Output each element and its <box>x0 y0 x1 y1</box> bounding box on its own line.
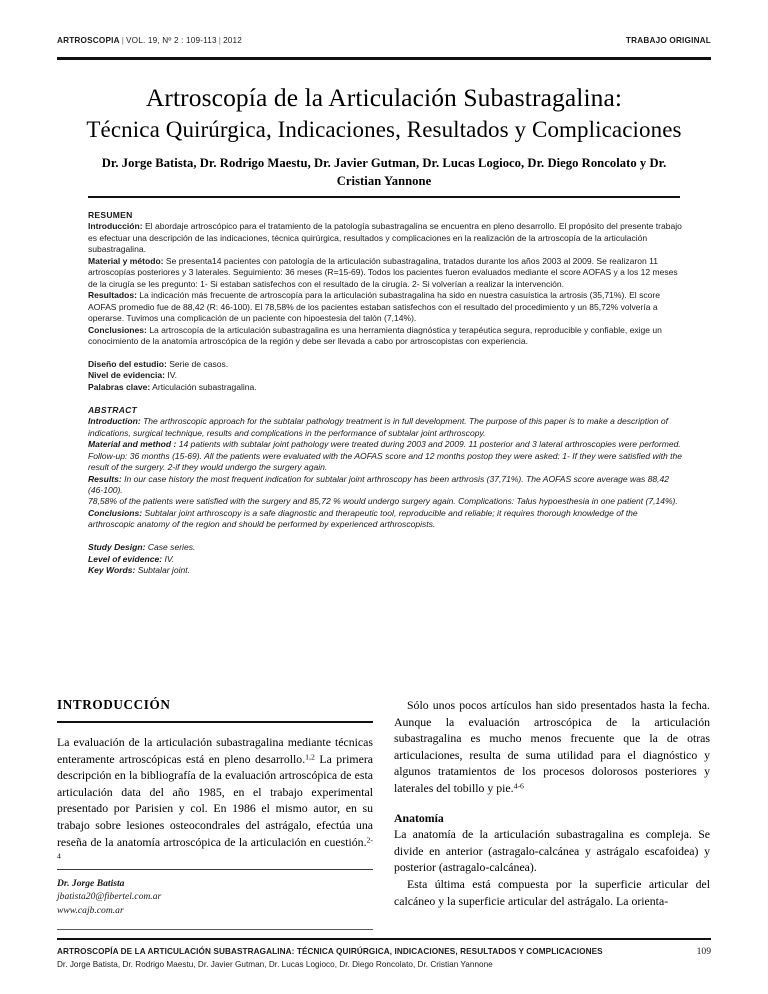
journal-year: 2012 <box>223 36 242 45</box>
right-column-paragraph-1-text: Sólo unos pocos artículos han sido presentados hasta la fecha. Aunque la evaluación artroscópica de la articulación subastragalina es mucho menos frecuente que la de otras articulaciones, resulta de suma utilidad para el diagnóstico y algunos tratamientos de los procesos dolorosos posteriores y laterales del tobillo y pie. <box>394 698 710 795</box>
resumen-diseno-label: Diseño del estudio: <box>88 358 167 369</box>
anatomia-paragraph-2: Esta última está compuesta por la superficie articular del calcáneo y la superficie articular del astrágalo. La orienta- <box>394 876 710 908</box>
abstract-study-design <box>88 542 682 553</box>
abstract-results-label: Results: <box>88 473 122 484</box>
section-heading-rule <box>57 721 373 723</box>
citation-marker-3: 4-6 <box>513 781 524 791</box>
resumen-conclusiones <box>88 325 682 348</box>
header-rule <box>57 57 711 60</box>
abstract-zone <box>88 210 682 577</box>
resumen-material-label: Material y método: <box>88 255 164 266</box>
running-head <box>57 36 711 45</box>
abstract-keywords <box>88 565 682 576</box>
spacer-1 <box>88 347 682 359</box>
spacer-3 <box>88 531 682 543</box>
resumen-palabras-label: Palabras clave: <box>88 381 151 392</box>
resumen-palabras <box>88 382 682 393</box>
body-column-right <box>394 697 710 909</box>
corresponding-author-block <box>57 877 373 917</box>
footer-rule <box>57 938 711 940</box>
anatomia-paragraph-1: La anatomía de la articulación subastragalina es compleja. Se divide en anterior (astragalo-calcánea y astrágalo escafoidea) y posterior (astragalo-calcánea). <box>394 827 710 875</box>
resumen-material-text: Se presenta14 pacientes con patología de la articulación subastragalina, tratados durante los años 2003 al 2009. Se realizaron 11 artroscopías posteriores y 3 laterales. Seguimiento: 36 meses (R=15-69). Todos los pacientes fueron evaluados mediante el score AOFAS y a los 12 meses de la cirugía se les pregunto: 1- Si estaban satisfechos con el resultado de la cirugía. 2- Si volverían a realizar la intervención. <box>88 255 678 289</box>
resumen-nivel-text: IV. <box>164 370 178 381</box>
spacer-4 <box>394 797 710 810</box>
subsection-heading-anatomia: Anatomía <box>394 810 444 825</box>
abstract-results-text: In our case history the most frequent indication for subtalar joint arthroscopy has been arthrosis (37,71%). The AOFAS score average was 88,42 (46-100). <box>88 473 670 495</box>
abstract-material <box>88 439 682 473</box>
footer <box>57 946 711 970</box>
running-head-separator-1: | <box>121 36 125 45</box>
abstract-study-design-label: Study Design: <box>88 542 146 553</box>
citation-marker-1: 1,2 <box>305 751 315 761</box>
abstract-introduction-text: The arthroscopic approach for the subtalar pathology treatment is in full development. The purpose of this paper is to make a description of indications, surgical technique, results and complications in the performance of subtalar joint arthroscopy. <box>88 416 669 438</box>
abstract-top-rule <box>88 196 680 198</box>
abstract-study-design-text: Case series. <box>145 542 196 553</box>
corresponding-author-name: Dr. Jorge Batista <box>57 878 125 889</box>
abstract-introduction-label: Introduction: <box>88 416 141 427</box>
abstract-results-continued: 78,58% of the patients were satisfied with the surgery and 85,72 % would undergo surgery again. Complications: Talus hypoesthesia in one patient (7,14%). <box>88 496 678 507</box>
corresponding-author-website[interactable]: www.cajb.com.ar <box>57 904 124 916</box>
footer-title-row <box>57 946 711 957</box>
article-type-label: TRABAJO ORIGINAL <box>625 36 711 45</box>
footer-authors: Dr. Jorge Batista, Dr. Rodrigo Maestu, Dr. Javier Gutman, Dr. Lucas Logioco, Dr. Diego Roncolato, Dr. Cristian Yannone <box>57 959 493 969</box>
citation-marker-2: 2-4 <box>57 834 373 861</box>
abstract-keywords-label: Key Words: <box>88 565 136 576</box>
abstract-conclusions <box>88 508 682 531</box>
resumen-introduccion-text: El abordaje artroscópico para el tratamiento de la patología subastragalina se encuentra en pleno desarrollo. El propósito del presente trabajo es efectuar una descripción de las indicaciones, técnica quirúrgica, resultados y complicaciones en la realización de la artroscopía de la articulación subastragalina. <box>88 221 682 255</box>
spacer-2 <box>88 393 682 405</box>
resumen-nivel <box>88 370 682 381</box>
resumen-conclusiones-label: Conclusiones: <box>88 324 147 335</box>
resumen-diseno-text: Serie de casos. <box>166 358 229 369</box>
section-heading-introduccion: INTRODUCCIÓN <box>57 697 171 712</box>
contact-top-rule <box>57 869 373 870</box>
footer-article-title: ARTROSCOPÍA DE LA ARTICULACIÓN SUBASTRAGALINA: TÉCNICA QUIRÚRGICA, INDICACIONES, RESULTADOS Y COMPLICACIONES <box>57 947 603 956</box>
corresponding-author-email[interactable]: jbatista20@fibertel.com.ar <box>57 891 162 903</box>
resumen-introduccion-label: Introducción: <box>88 221 143 232</box>
resumen-heading: RESUMEN <box>88 210 133 220</box>
abstract-level-of-evidence <box>88 554 682 565</box>
abstract-introduction <box>88 416 682 439</box>
abstract-results <box>88 474 682 497</box>
abstract-keywords-text: Subtalar joint. <box>135 565 190 576</box>
resumen-nivel-label: Nivel de evidencia: <box>88 370 165 381</box>
resumen-introduccion <box>88 221 682 255</box>
resumen-material <box>88 256 682 290</box>
running-head-separator-2: | <box>218 36 222 45</box>
abstract-material-text: 14 patients with subtalar joint pathology were treated during 2003 and 2009. 11 posterior and 3 lateral arthroscopies were performed. Follow-up: 36 months (15-69). All the patients were evaluated with the AOFAS score and 12 months postop they were asked: 1- If they were satisfied with the result of the surgery. 2-if they would undergo the surgery again. <box>88 439 682 473</box>
introduccion-paragraph-1-part-a: La evaluación de la articulación subastragalina mediante técnicas enteramente artroscópicas está en pleno desarrollo. <box>57 735 373 766</box>
introduccion-paragraph-1-part-b: La primera descripción en la bibliografía de la evaluación artroscópica de esta articulación data del año 1985, en el trabajo experimental presentado por Parisien y col. En 1986 el mismo autor, en su trabajo sobre lesiones osteocondrales del astrágalo, efectúa una reseña de la anatomía artroscópica de la articulación en cuestión. <box>57 751 373 849</box>
right-column-paragraph-1 <box>394 697 710 797</box>
page-number: 109 <box>696 946 711 957</box>
article-title-line-2: Técnica Quirúrgica, Indicaciones, Resultados y Complicaciones <box>86 117 682 142</box>
abstract-material-label: Material and method : <box>88 439 177 450</box>
contact-bottom-rule <box>57 929 373 930</box>
abstract-level-text: IV. <box>162 553 175 564</box>
abstract-conclusions-label: Conclusions: <box>88 507 143 518</box>
resumen-palabras-text: Articulación subastragalina. <box>150 381 257 392</box>
journal-issue: VOL. 19, Nº 2 : 109-113 <box>126 36 217 45</box>
abstract-heading: ABSTRACT <box>88 404 138 415</box>
running-head-left <box>57 36 242 45</box>
body-column-left <box>57 697 373 867</box>
journal-name: ARTROSCOPIA <box>57 36 120 45</box>
article-title-line-1: Artroscopía de la Articulación Subastragalina: <box>145 83 623 112</box>
resumen-resultados-text: La indicación más frecuente de artroscopía para la articulación subastragalina ha sido en nuestra casuística la artrosis (35,71%). El score AOFAS promedio fue de 88,42 (R: 46-100). El 78,58% de los pacientes estaban satisfechos con el resultado del procedimiento y un 85,72% volvería a operarse. Tuvimos una complicación de un paciente con hipoestesia del talón (7,14%). <box>88 290 660 324</box>
resumen-resultados <box>88 290 682 324</box>
abstract-level-label: Level of evidence: <box>88 553 163 564</box>
title-block <box>57 83 711 190</box>
resumen-conclusiones-text: La artroscopía de la articulación subastragalina es una herramienta diagnóstica y terapéutica segura, reproducible y confiable, exige un conocimiento de la anatomía artroscópica de la región y debe ser llevada a cabo por artroscopistas con experiencia. <box>88 324 662 346</box>
article-authors: Dr. Jorge Batista, Dr. Rodrigo Maestu, Dr. Javier Gutman, Dr. Lucas Logioco, Dr. Diego Roncolato y Dr. Cristian Yannone <box>101 156 667 188</box>
abstract-conclusions-text: Subtalar joint arthroscopy is a safe diagnostic and therapeutic tool, reproducible and reliable; it requires thorough knowledge of the arthroscopic anatomy of the region and should be performed by experienced arthroscopists. <box>88 507 638 530</box>
resumen-diseno <box>88 359 682 370</box>
resumen-resultados-label: Resultados: <box>88 290 137 301</box>
introduccion-paragraph-1 <box>57 734 373 867</box>
